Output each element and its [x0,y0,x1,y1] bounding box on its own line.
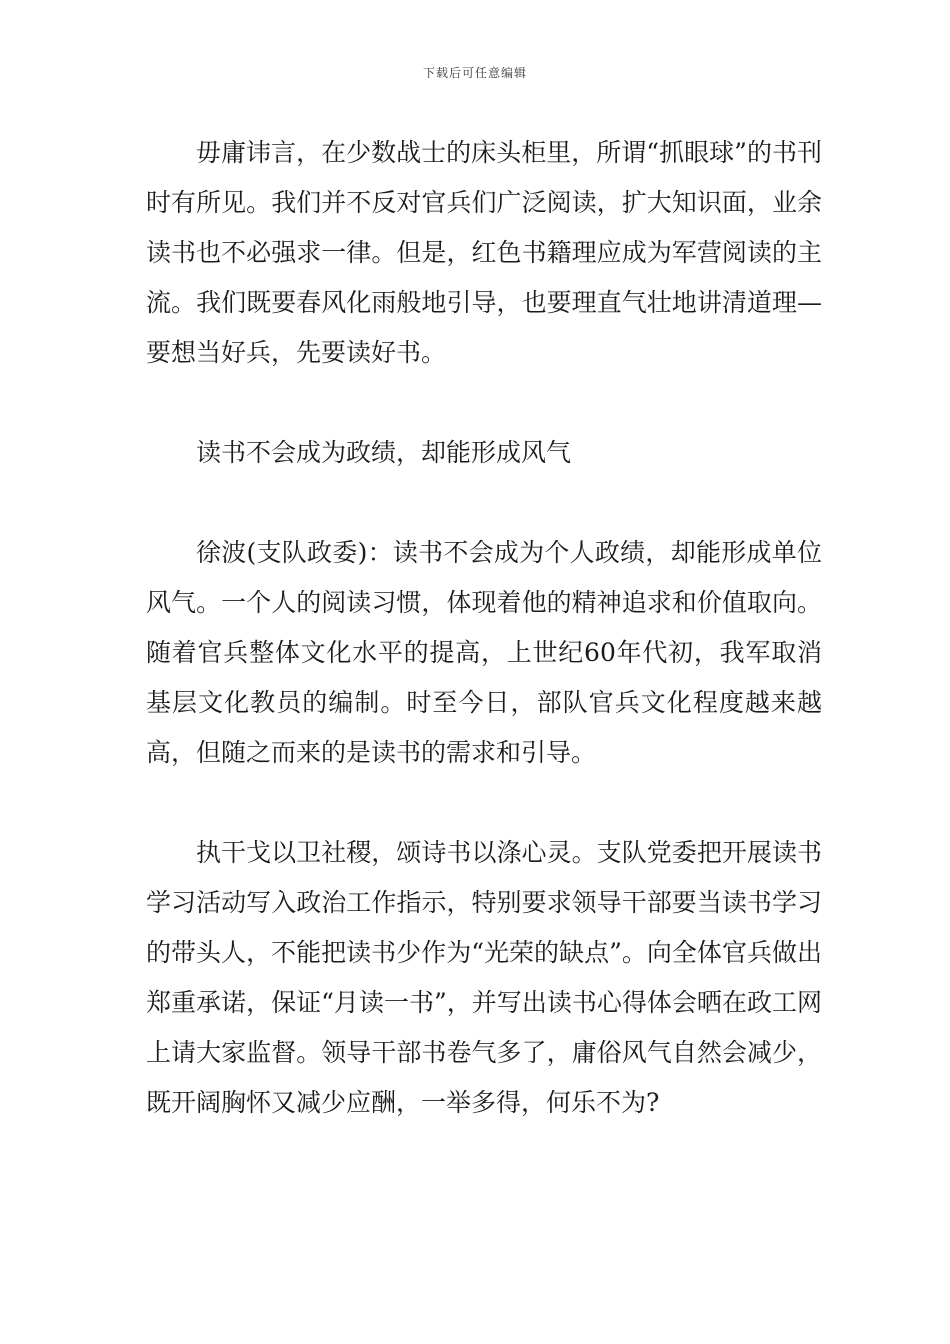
page-header: 下载后可任意编辑 [422,66,527,80]
paragraph-3: 执干戈以卫社稷，颂诗书以涤心灵。支队党委把开展读书学习活动写入政治工作指示，特别要求领导干部要当读书学习的带头人，不能把读书少作为“光荣的缺点”。向全体官兵做出郑重承诺，保证“月读一书”，并写出读书心得体会晒在政工网上请大家监督。领导干部书卷气多了，庸俗风气自然会减少，既开阔胸怀又减少应酬，一举多得，何乐不为? [146,838,822,1117]
paragraph-2: 徐波(支队政委)：读书不会成为个人政绩，却能形成单位风气。一个人的阅读习惯，体现着他的精神追求和价值取向。随着官兵整体文化水平的提高，上世纪60年代初，我军取消基层文化教员的编制。时至今日，部队官兵文化程度越来越高，但随之而来的是读书的需求和引导。 [146,538,822,767]
paragraph-gap [146,478,822,528]
paragraph-gap [146,378,822,428]
document-body [146,128,822,1128]
paragraph-gap [146,778,822,828]
paragraph-1: 毋庸讳言，在少数战士的床头柜里，所谓“抓眼球”的书刊时有所见。我们并不反对官兵们广泛阅读，扩大知识面，业余读书也不必强求一律。但是，红色书籍理应成为军营阅读的主流。我们既要春风化雨般地引导，也要理直气壮地讲清道理—要想当好兵，先要读好书。 [146,138,822,367]
section-heading: 读书不会成为政绩，却能形成风气 [196,438,572,467]
